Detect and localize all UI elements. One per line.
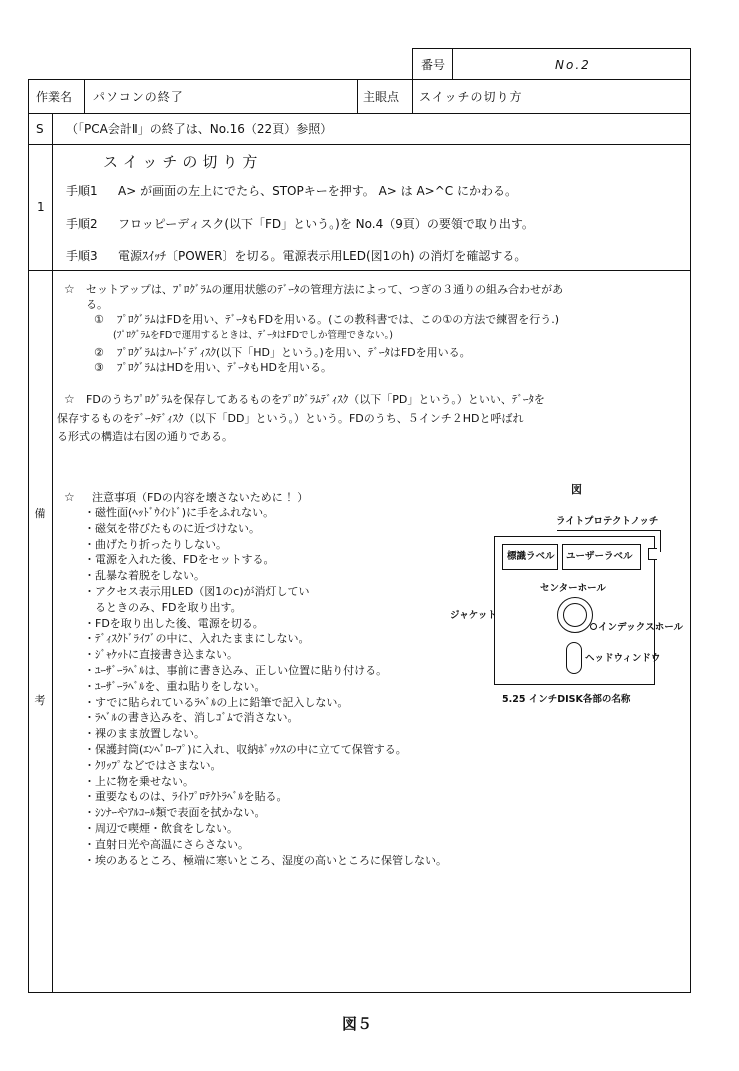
caution-item: るときのみ、FDを取り出す。 [84,600,242,614]
para2-line1: FDのうちﾌﾟﾛｸﾞﾗﾑを保存してあるものをﾌﾟﾛｸﾞﾗﾑﾃﾞｨｽｸ（以下「PD」という。）といい、ﾃﾞｰﾀを [86,393,545,406]
caution-item: ・アクセス表示用LED（図1のc)が消灯してい [84,585,310,598]
caution-item: ・乱暴な着脱をしない。 [84,569,205,583]
caution-item: ・曲げたり折ったりしない。 [84,537,227,551]
caution-item: ・FDを取り出した後、電源を切る。 [84,616,264,630]
head-window-label: ヘッドウィンドウ [585,653,661,664]
focus-label-divider [412,79,413,113]
caution-item: ・裸のまま放置しない。 [84,727,205,741]
row-1-label: 1 [37,200,45,214]
para1-line1: セットアップは、ﾌﾟﾛｸﾞﾗﾑの運用状態のﾃﾞｰﾀの管理方法によって、つぎの３通りの組み合わせがあ [86,283,564,296]
caution-item: ・ｼﾝﾅｰやｱﾙｺｰﾙ類で表面を拭かない。 [84,806,266,820]
head-window [566,642,582,674]
caution-item: ・ﾃﾞｨｽｸﾄﾞﾗｲﾌﾞの中に、入れたままにしない。 [84,632,310,646]
caution-item: ・埃のあるところ、極端に寒いところ、湿度の高いところに保管しない。 [84,853,447,867]
notch-leader-h [557,530,661,531]
caution-item: ・直射日光や高温にさらさない。 [84,837,249,851]
caution-item: ・保護封筒(ｴﾝﾍﾞﾛｰﾌﾟ)に入れ、収納ﾎﾞｯｸｽの中に立てて保管する。 [84,743,407,756]
task-value: パソコンの終了 [93,90,184,104]
para1-star: ☆ [64,282,75,296]
index-hole-label: インデックスホール [598,622,684,633]
caution-item: ・周辺で喫煙・飲食をしない。 [84,822,238,835]
jacket-label: ジャケット [450,610,497,621]
diagram-caption: 5.25 インチDISK各部の名称 [502,694,631,705]
notch-leader-v [660,530,661,552]
focus-value: スイッチの切り方 [419,90,523,104]
number-cell-frame [412,48,691,80]
caution-item: ・ﾗﾍﾞﾙの書き込みを、消しｺﾞﾑで消さない。 [84,711,299,725]
center-hole-label: センターホール [540,583,606,594]
para1-item-3-text: ﾌﾟﾛｸﾞﾗﾑはﾊｰﾄﾞﾃﾞｨｽｸ(以下「HD」という。)を用い、ﾃﾞｰﾀはFDを用いる。 [117,346,471,359]
step-3-label: 手順3 [66,249,98,263]
diagram-notch-label: ライトプロテクトノッチ [556,516,659,527]
number-label: 番号 [421,58,446,72]
caution-item: ・すでに貼られているﾗﾍﾞﾙの上に鉛筆で記入しない。 [84,695,349,709]
diagram-title: 図 [571,483,582,496]
row-s-text: （「PCA会計Ⅱ」の終了は、No.16（22頁）参照） [66,122,333,136]
caution-item: ・ｼﾞｬｹｯﾄに直接書き込まない。 [84,648,238,662]
number-value: No.2 [555,58,591,72]
notes-side-label-top: 備 [34,507,46,520]
caution-item: ・ｸﾘｯﾌﾟなどではさまない。 [84,758,222,772]
para3-title: 注意事項（FDの内容を壊さないために ！） [92,491,309,504]
user-label-text: ユーザーラベル [566,551,633,562]
step-2-text: フロッピーディスク(以下「FD」という。)を No.4（9頁）の要領で取り出す。 [118,217,534,231]
caution-item: ・上に物を乗せない。 [84,774,194,788]
task-value-divider [357,79,358,113]
figure-label: 図５ [342,1015,373,1033]
row-divider-1 [28,270,691,271]
caution-item: ・磁気を帯びたものに近づけない。 [84,521,260,535]
para1-item-1-text: ﾌﾟﾛｸﾞﾗﾑはFDを用い、ﾃﾞｰﾀもFDを用いる。(この教科書では、この①の方法で練習を行う.) [117,313,560,326]
task-label: 作業名 [36,90,73,104]
index-hole [590,623,597,630]
para2-line3: る形式の構造は右図の通りである。 [57,430,233,443]
number-cell-divider [452,48,453,80]
para1-item-2-text: (ﾌﾟﾛｸﾞﾗﾑをFDで運用するときは、ﾃﾞｰﾀはFDでしか管理できない。) [113,330,393,341]
caution-item: ・ﾕｰｻﾞｰﾗﾍﾞﾙを、重ね貼りをしない。 [84,679,266,693]
task-label-divider [84,79,85,113]
para3-star: ☆ [64,490,75,504]
focus-label: 主眼点 [363,90,400,104]
row-1-heading: スイッチの切り方 [103,153,263,171]
left-column-divider [52,113,53,993]
caution-item: ・電源を入れた後、FDをセットする。 [84,553,275,567]
row-divider-header [28,113,691,114]
para2-line2: 保存するものをﾃﾞｰﾀﾃﾞｨｽｸ（以下「DD」という。）という。FDのうち、５インチ２HDと呼ばれ [57,412,524,425]
caution-item: ・ﾕｰｻﾞｰﾗﾍﾞﾙは、事前に書き込み、正しい位置に貼り付ける。 [84,664,388,677]
row-divider-s [28,144,691,145]
write-protect-notch [648,548,657,560]
center-hole-inner [563,603,587,627]
notes-side-label-bottom: 考 [34,694,46,707]
para2-star: ☆ [64,392,75,406]
para1-item-1-mark: ① [94,313,104,326]
step-1-text: A> が画面の左上にでたら、STOPキーを押す。 A> は A>^C にかわる。 [118,184,517,198]
caution-item: ・重要なものは、ﾗｲﾄﾌﾟﾛﾃｸﾄﾗﾍﾞﾙを貼る。 [84,790,288,804]
step-1-label: 手順1 [66,184,98,198]
para1-item-3-mark: ② [94,346,104,359]
row-s-label: S [36,122,44,136]
standard-label-text: 標識ラベル [507,551,555,562]
caution-item: ・磁性面(ﾍｯﾄﾞｳｲﾝﾄﾞ)に手をふれない。 [84,506,275,519]
step-3-text: 電源ｽｲｯﾁ〔POWER〕を切る。電源表示用LED(図1のh) の消灯を確認する。 [118,249,527,263]
para1-item-4-mark: ③ [94,361,104,374]
para1-item-4-text: ﾌﾟﾛｸﾞﾗﾑはHDを用い、ﾃﾞｰﾀもHDを用いる。 [117,361,332,374]
para1-line2: る。 [86,298,108,311]
step-2-label: 手順2 [66,217,98,231]
